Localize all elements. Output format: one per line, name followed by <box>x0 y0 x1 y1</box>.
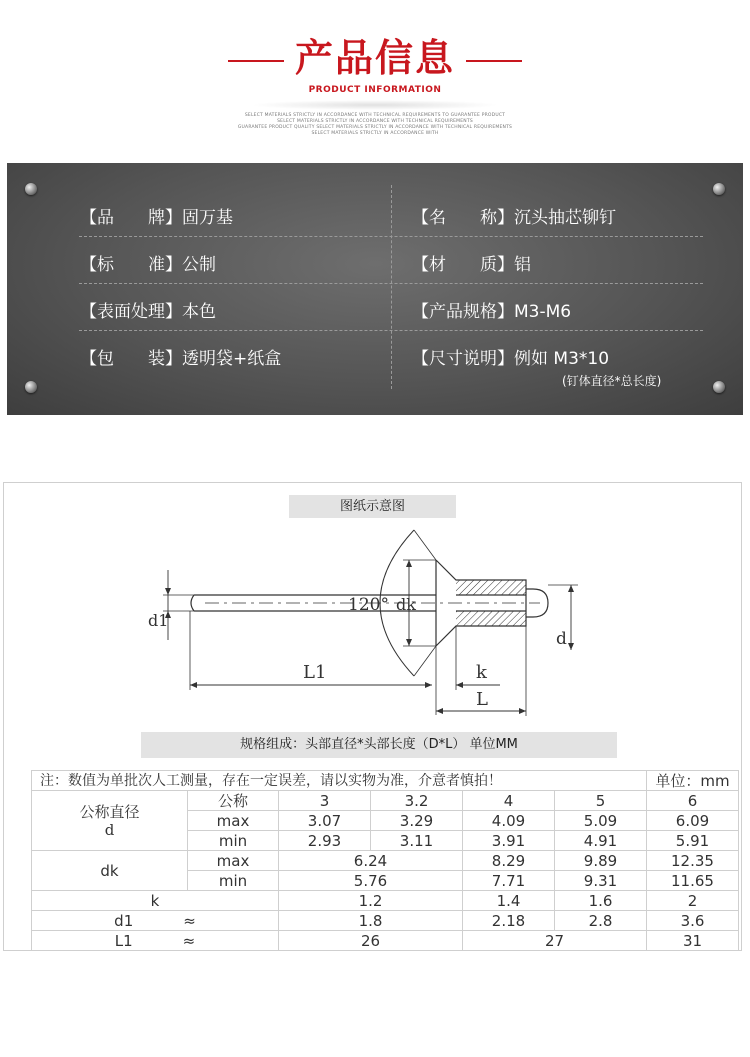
table-cell: 2.93 <box>279 831 371 851</box>
measurement-note: 注：数值为单批次人工测量，存在一定误差，请以实物为准，介意者慎拍！ <box>32 771 647 791</box>
table-row <box>32 791 739 811</box>
table-cell: 5.76 <box>279 871 463 891</box>
table-cell: 11.65 <box>647 871 739 891</box>
table-cell: 9.89 <box>555 851 647 871</box>
table-cell: 3.6 <box>647 911 739 931</box>
table-cell: 3.07 <box>279 811 371 831</box>
L1-label: L1 <box>114 931 133 950</box>
L1-header <box>32 931 279 951</box>
standard-label: 【标 准】 <box>80 255 182 275</box>
d-header <box>32 791 188 851</box>
unit-label: 单位：mm <box>647 771 739 791</box>
d1-label: d1 <box>148 611 169 630</box>
drawing-title: 图纸示意图 <box>289 495 456 518</box>
size-label: 【尺寸说明】 <box>412 349 514 369</box>
table-cell: 2 <box>647 891 739 911</box>
k-header: k <box>32 891 279 911</box>
L-label: L <box>476 689 488 710</box>
size-note: (钉体直径*总长度) <box>562 374 662 388</box>
table-cell: 1.4 <box>463 891 555 911</box>
d1-label: d1 <box>114 911 134 930</box>
table-cell: 3 <box>279 791 371 811</box>
package-value: 透明袋+纸盒 <box>182 349 282 369</box>
min-label: min <box>188 871 279 891</box>
table-cell: 5.91 <box>647 831 739 851</box>
hatched-body <box>456 580 526 595</box>
name-label: 【名 称】 <box>412 208 514 228</box>
table-cell: 3.2 <box>371 791 463 811</box>
table-cell: 31 <box>647 931 739 951</box>
table-cell: 1.6 <box>555 891 647 911</box>
material-value: 铝 <box>514 255 531 275</box>
max-label: max <box>188 851 279 871</box>
table-cell: 2.8 <box>555 911 647 931</box>
table-cell: 9.31 <box>555 871 647 891</box>
table-cell: 4.09 <box>463 811 555 831</box>
table-cell: 7.71 <box>463 871 555 891</box>
d1-header <box>32 911 279 931</box>
name-value: 沉头抽芯铆钉 <box>514 208 616 228</box>
section-subtitle: PRODUCT INFORMATION <box>308 85 442 95</box>
angle-label: 120° <box>348 595 389 615</box>
spec-table <box>31 770 739 951</box>
table-cell: 2.18 <box>463 911 555 931</box>
d-label: d <box>104 820 115 839</box>
surface-value: 本色 <box>182 302 216 322</box>
section-title: 产品信息 <box>294 36 455 80</box>
table-cell: 5 <box>555 791 647 811</box>
fine-print-line: SELECT MATERIALS STRICTLY IN ACCORDANCE WITH TECHNICAL REQUIREMENTS <box>277 119 473 124</box>
min-label: min <box>188 831 279 851</box>
table-cell: 26 <box>279 931 463 951</box>
d-label: d <box>556 629 567 649</box>
table-cell: 4 <box>463 791 555 811</box>
size-value: 例如 M3*10 <box>514 349 610 369</box>
table-row <box>32 771 739 791</box>
L1-label: L1 <box>303 662 327 683</box>
table-cell: 4.91 <box>555 831 647 851</box>
nominal-d-label: 公称直径 <box>79 802 140 821</box>
table-row <box>32 911 739 931</box>
table-cell: 8.29 <box>463 851 555 871</box>
package-label: 【包 装】 <box>80 349 182 369</box>
material-label: 【材 质】 <box>412 255 514 275</box>
table-cell: 1.8 <box>279 911 463 931</box>
approx-symbol: ≈ <box>182 931 196 950</box>
table-cell: 1.2 <box>279 891 463 911</box>
dk-label: dk <box>396 595 416 614</box>
nominal-label: 公称 <box>188 791 279 811</box>
table-cell: 27 <box>463 931 647 951</box>
table-cell: 6 <box>647 791 739 811</box>
approx-symbol: ≈ <box>183 911 196 930</box>
spec-value: M3-M6 <box>514 302 572 322</box>
table-cell: 6.09 <box>647 811 739 831</box>
table-cell: 3.11 <box>371 831 463 851</box>
max-label: max <box>188 811 279 831</box>
brand-label: 【品 牌】 <box>80 208 182 228</box>
drawing-caption: 规格组成：头部直径*头部长度（D*L） 单位MM <box>141 732 617 758</box>
table-row <box>32 851 739 871</box>
standard-value: 公制 <box>182 255 216 275</box>
table-cell: 5.09 <box>555 811 647 831</box>
fine-print-line: SELECT MATERIALS STRICTLY IN ACCORDANCE WITH <box>311 131 439 136</box>
dk-header: dk <box>32 851 188 891</box>
table-row <box>32 891 739 911</box>
table-cell: 3.29 <box>371 811 463 831</box>
fine-print-line: GUARANTEE PRODUCT QUALITY SELECT MATERIALS STRICTLY IN ACCORDANCE WITH TECHNICAL REQUIREMENTS <box>237 125 513 130</box>
brand-value: 固万基 <box>182 208 233 228</box>
fine-print-line: SELECT MATERIALS STRICTLY IN ACCORDANCE WITH TECHNICAL REQUIREMENTS TO GUARANTEE PRODUCT <box>244 113 506 118</box>
table-cell: 3.91 <box>463 831 555 851</box>
table-row <box>32 931 739 951</box>
k-label: k <box>476 662 487 683</box>
surface-label: 【表面处理】 <box>80 302 182 322</box>
spec-label: 【产品规格】 <box>412 302 514 322</box>
table-cell: 6.24 <box>279 851 463 871</box>
table-cell: 12.35 <box>647 851 739 871</box>
